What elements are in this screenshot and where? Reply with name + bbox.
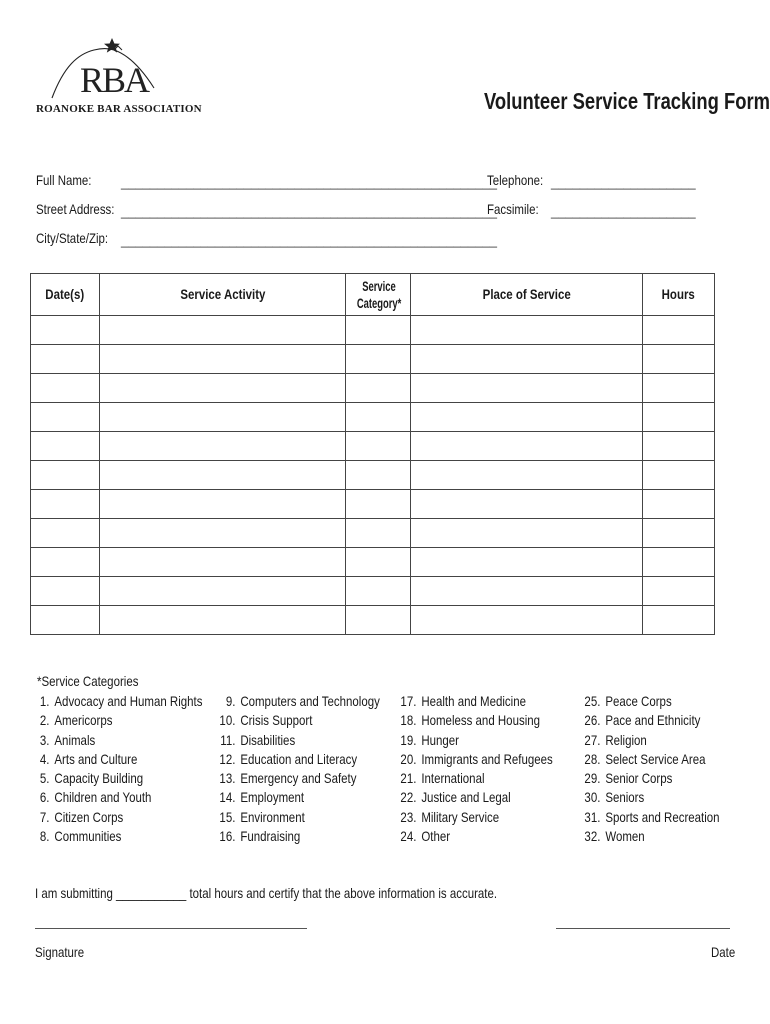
category-item [219,750,380,769]
category-label: Select Service Area [605,750,706,767]
category-item [219,788,380,807]
category-label: Fundraising [240,828,301,845]
header-dates: Date(s) [31,274,100,316]
star-icon [104,38,120,53]
category-label: Religion [605,731,647,748]
category-number: 15. [219,808,236,825]
table-row [31,519,715,548]
category-item [584,769,720,788]
facsimile-label: Facsimile: [487,201,539,217]
place-cell[interactable] [411,345,643,374]
hours-cell[interactable] [643,490,715,519]
header-category-line2: Category* [356,294,402,311]
hours-cell[interactable] [643,432,715,461]
category-column-3 [400,692,553,846]
activity-cell[interactable] [100,606,346,635]
category-label: Pace and Ethnicity [605,712,701,729]
service-categories-heading: *Service Categories [37,673,139,689]
table-row [31,316,715,345]
category-item [38,788,202,807]
hours-cell[interactable] [643,461,715,490]
category-label: Peace Corps [605,693,672,709]
organization-name: ROANOKE BAR ASSOCIATION [36,103,202,115]
category-number: 23. [400,808,417,825]
place-cell[interactable] [411,403,643,432]
category-number: 7. [39,808,50,825]
category-number: 29. [584,770,601,787]
category-item [400,750,553,769]
category-label: Emergency and Safety [240,770,357,787]
date-label: Date [711,944,736,960]
table-row [31,374,715,403]
table-row [31,606,715,635]
activity-cell[interactable] [100,345,346,374]
activity-cell[interactable] [100,403,346,432]
category-label: Communities [54,828,122,845]
category-item [219,827,380,846]
category-number: 18. [400,712,417,729]
category-number: 17. [400,693,417,709]
category-label: Military Service [421,808,500,825]
category-label: Environment [240,808,305,825]
category-item [219,692,380,711]
category-number: 25. [584,693,601,709]
table-row [31,490,715,519]
header-category-line1: Service [362,277,396,294]
category-number: 16. [219,828,236,845]
category-number: 8. [39,828,50,845]
place-cell[interactable] [411,490,643,519]
category-cell[interactable] [346,345,411,374]
category-item [38,827,202,846]
category-label: Women [605,828,645,845]
category-column-2 [219,692,380,846]
date-cell[interactable] [31,490,100,519]
street-address-field[interactable]: ____________________________________________________ [121,204,497,219]
hours-cell[interactable] [643,316,715,345]
activity-cell[interactable] [100,519,346,548]
certify-prefix: I am submitting [35,885,113,901]
category-label: Education and Literacy [240,750,358,767]
category-item [584,808,720,827]
category-label: Disabilities [240,731,296,748]
date-cell[interactable] [31,316,100,345]
category-number: 4. [39,750,50,767]
category-number: 6. [39,789,50,806]
category-label: Arts and Culture [54,750,138,767]
header-service-activity: Service Activity [100,274,346,316]
logo-letters: RBA [80,60,149,100]
category-item [38,692,202,711]
category-cell[interactable] [346,461,411,490]
place-cell[interactable] [411,374,643,403]
table-row [31,432,715,461]
category-label: Citizen Corps [54,808,124,825]
category-label: Senior Corps [605,770,673,787]
category-label: Employment [240,789,305,806]
category-cell[interactable] [346,606,411,635]
date-cell[interactable] [31,606,100,635]
activity-cell[interactable] [100,490,346,519]
category-item [400,827,553,846]
city-state-zip-field[interactable]: ____________________________________________________ [121,233,497,248]
category-item [400,788,553,807]
category-label: Homeless and Housing [421,712,541,729]
date-cell[interactable] [31,403,100,432]
category-cell[interactable] [346,490,411,519]
date-cell[interactable] [31,577,100,606]
category-number: 13. [219,770,236,787]
category-number: 3. [39,731,50,748]
category-item [400,711,553,730]
category-cell[interactable] [346,403,411,432]
category-number: 19. [400,731,417,748]
category-item [584,788,720,807]
category-label: Sports and Recreation [605,808,720,825]
activity-cell[interactable] [100,316,346,345]
place-cell[interactable] [411,432,643,461]
category-number: 21. [400,770,417,787]
category-number: 20. [400,750,417,767]
category-number: 24. [400,828,417,845]
table-row [31,403,715,432]
signature-label: Signature [35,944,85,960]
category-item [400,808,553,827]
category-number: 31. [584,808,601,825]
facsimile-field[interactable]: ____________________ [551,204,696,219]
category-label: Advocacy and Human Rights [54,693,203,709]
category-number: 10. [219,712,236,729]
table-row [31,461,715,490]
hours-cell[interactable] [643,345,715,374]
category-item [584,692,720,711]
category-label: Justice and Legal [421,789,511,806]
place-cell[interactable] [411,548,643,577]
category-label: Crisis Support [240,712,313,729]
category-item [400,769,553,788]
category-item [219,731,380,750]
form-title: Volunteer Service Tracking Form [484,88,770,114]
category-item [38,808,202,827]
hours-cell[interactable] [643,606,715,635]
category-column-1 [38,692,202,846]
category-item [400,731,553,750]
category-column-4 [584,692,720,846]
category-cell[interactable] [346,316,411,345]
place-cell[interactable] [411,606,643,635]
hours-cell[interactable] [643,403,715,432]
category-number: 12. [219,750,236,767]
table-row [31,548,715,577]
activity-cell[interactable] [100,577,346,606]
category-item [219,711,380,730]
category-cell[interactable] [346,374,411,403]
full-name-field[interactable]: ____________________________________________________ [121,175,497,190]
date-cell[interactable] [31,461,100,490]
certification-statement [35,885,497,901]
category-number: 1. [39,693,50,709]
table-row [31,577,715,606]
certify-suffix: total hours and certify that the above information is accurate. [189,885,498,901]
category-number: 14. [219,789,236,806]
city-state-zip-label: City/State/Zip: [36,230,109,246]
category-item [400,692,553,711]
signature-line[interactable] [35,928,307,929]
category-cell[interactable] [346,519,411,548]
category-item [219,769,380,788]
place-cell[interactable] [411,577,643,606]
category-number: 9. [225,693,236,709]
table-header-row [31,274,715,316]
category-label: Immigrants and Refugees [421,750,553,767]
full-name-label: Full Name: [36,172,92,188]
category-label: Health and Medicine [421,693,526,709]
place-cell[interactable] [411,316,643,345]
category-label: International [421,770,485,787]
place-cell[interactable] [411,519,643,548]
category-label: Seniors [605,789,645,806]
category-item [38,769,202,788]
category-item [38,750,202,769]
header-hours: Hours [643,274,715,316]
category-number: 26. [584,712,601,729]
date-cell[interactable] [31,374,100,403]
category-label: Computers and Technology [240,693,380,709]
category-number: 30. [584,789,601,806]
category-number: 32. [584,828,601,845]
hours-cell[interactable] [643,374,715,403]
header-place-of-service: Place of Service [411,274,643,316]
category-label: Hunger [421,731,459,748]
category-number: 22. [400,789,417,806]
category-cell[interactable] [346,548,411,577]
category-number: 11. [220,731,236,748]
date-cell[interactable] [31,345,100,374]
table-row [31,345,715,374]
category-item [38,711,202,730]
category-label: Other [421,828,451,845]
category-item [584,750,720,769]
category-item [584,827,720,846]
category-cell[interactable] [346,577,411,606]
activity-cell[interactable] [100,374,346,403]
date-line[interactable] [556,928,730,929]
category-item [219,808,380,827]
header-service-category [346,274,411,316]
category-cell[interactable] [346,432,411,461]
category-item [584,731,720,750]
category-label: Children and Youth [54,789,152,806]
category-label: Americorps [54,712,113,729]
place-cell[interactable] [411,461,643,490]
telephone-label: Telephone: [487,172,544,188]
street-address-label: Street Address: [36,201,115,217]
activity-cell[interactable] [100,548,346,577]
hours-cell[interactable] [643,519,715,548]
category-item [38,731,202,750]
category-number: 28. [584,750,601,767]
category-number: 27. [584,731,601,748]
activity-cell[interactable] [100,432,346,461]
category-number: 5. [39,770,50,787]
activity-cell[interactable] [100,461,346,490]
telephone-field[interactable]: ____________________ [551,175,696,190]
date-cell[interactable] [31,548,100,577]
category-item [584,711,720,730]
total-hours-field[interactable]: ___________ [116,885,187,901]
category-label: Capacity Building [54,770,144,787]
service-log-table [30,273,715,635]
category-number: 2. [39,712,50,729]
hours-cell[interactable] [643,548,715,577]
date-cell[interactable] [31,519,100,548]
hours-cell[interactable] [643,577,715,606]
date-cell[interactable] [31,432,100,461]
category-label: Animals [54,731,96,748]
